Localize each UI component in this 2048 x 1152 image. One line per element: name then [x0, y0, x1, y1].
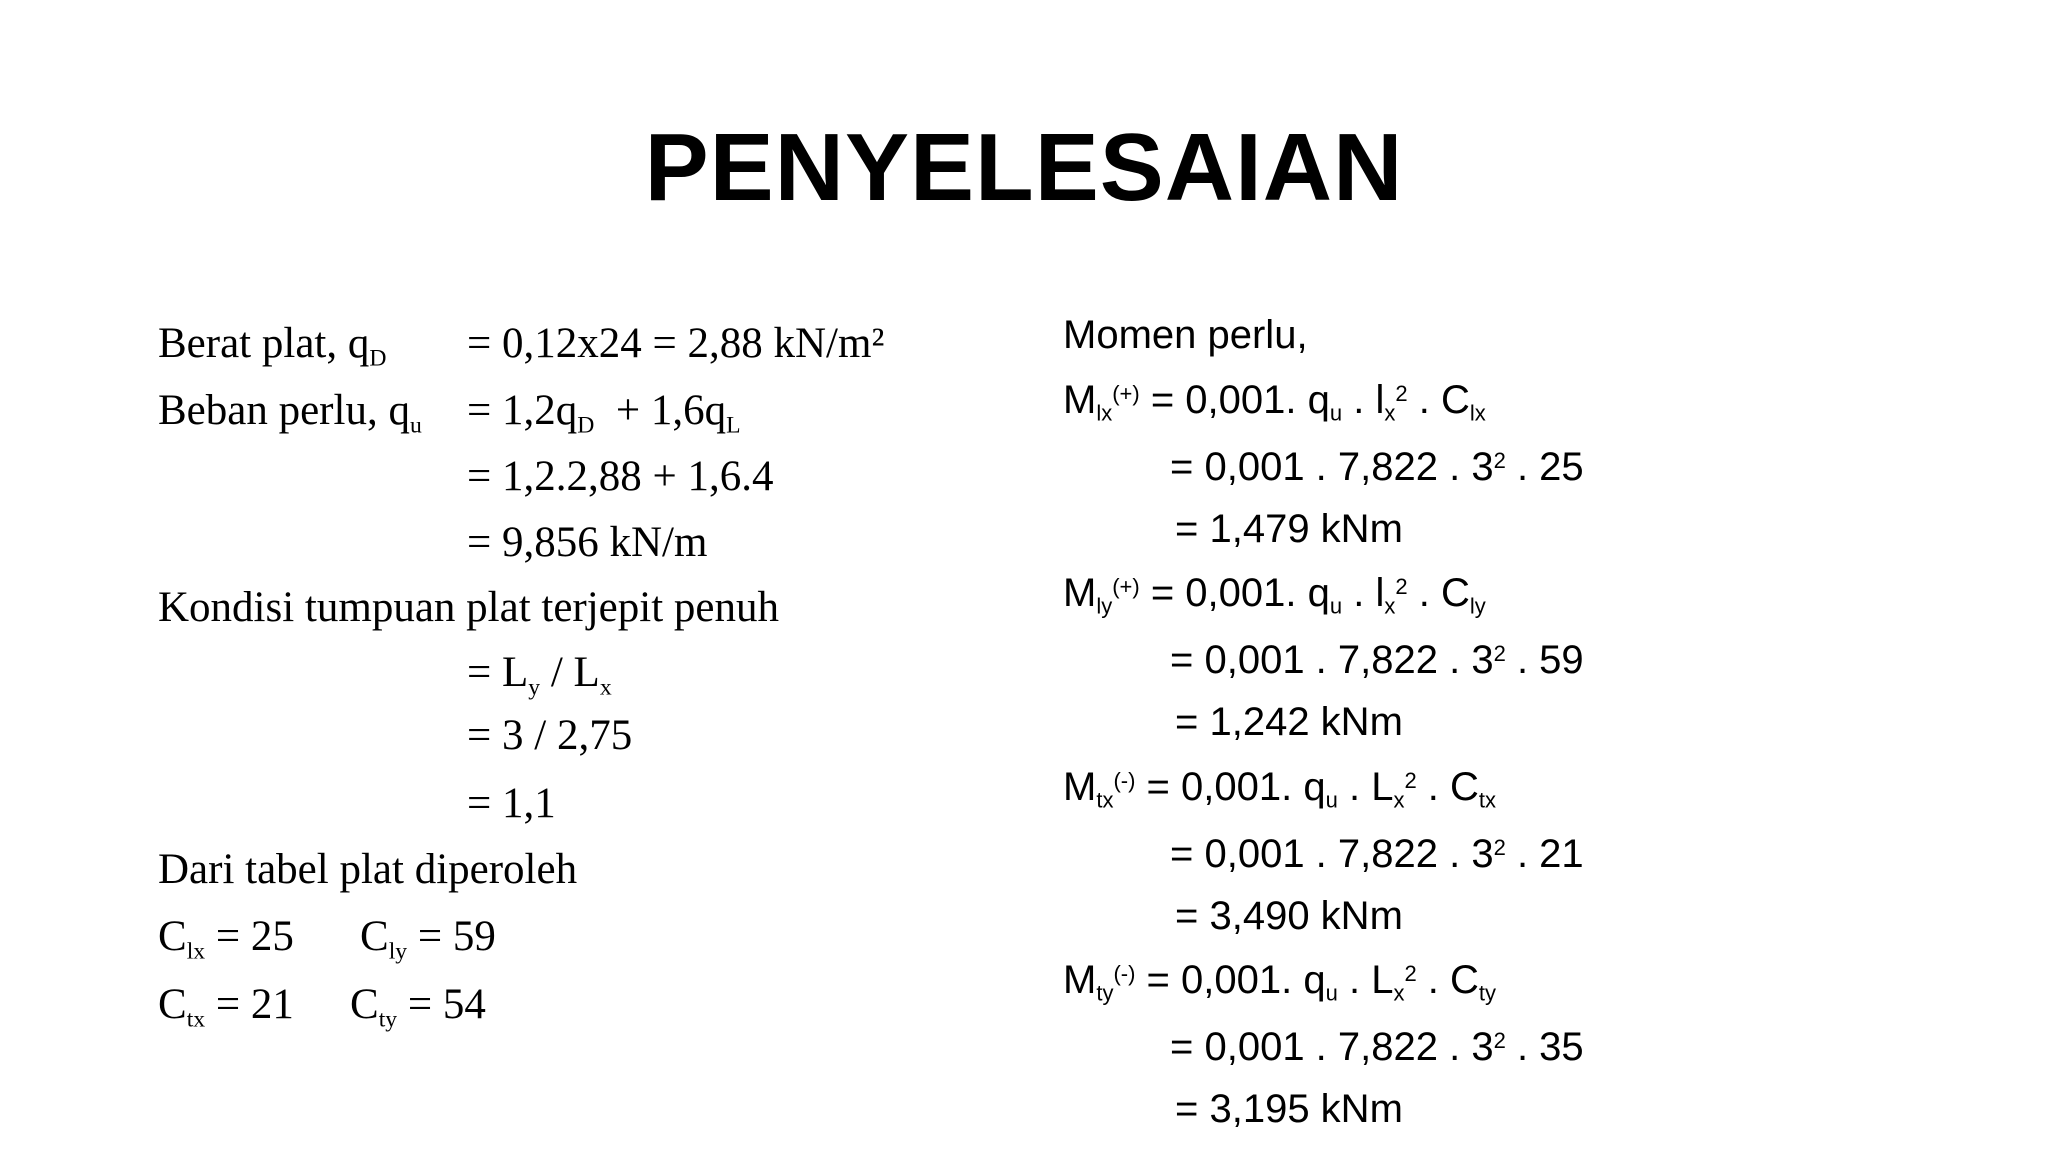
mly-step: = 0,001 . 7,822 . $3^2$ . 59	[1170, 638, 1584, 682]
coef-cty: $C_{ty} = 54$	[350, 981, 486, 1033]
berat-value: = 0,12x24 = 2,88 kN/m²	[467, 320, 885, 367]
ratio-equation: = $L_y / L_x$	[467, 649, 612, 701]
momen-heading: Momen perlu,	[1063, 313, 1308, 357]
tabel-text: Dari tabel plat diperoleh	[158, 846, 578, 893]
beban-equation: = $1,2q_D + 1,6q_L$	[467, 387, 741, 439]
mly-formula: $M_{ly}^{(+)} = 0,001$. $q_u$ . $l_x^2$ . $C_{ly}$	[1063, 571, 1486, 619]
mtx-result: = 3,490 kNm	[1175, 894, 1403, 938]
mty-step: = 0,001 . 7,822 . $3^2$ . 35	[1170, 1025, 1584, 1069]
mtx-step: = 0,001 . 7,822 . $3^2$ . 21	[1170, 832, 1584, 876]
mly-result: = 1,242 kNm	[1175, 700, 1403, 744]
mty-result: = 3,195 kNm	[1175, 1087, 1403, 1131]
kondisi-text: Kondisi tumpuan plat terjepit penuh	[158, 584, 780, 631]
mlx-formula: $M_{lx}^{(+)} = 0,001$. $q_u$ . $l_x^2$ . $C_{lx}$	[1063, 378, 1486, 426]
mty-formula: $M_{ty}^{(-)} = 0,001$. $q_u$ . $L_x^2$ . $C_{ty}$	[1063, 958, 1497, 1006]
coef-cly: $C_{ly} = 59$	[360, 913, 496, 965]
coef-clx: $C_{lx} = 25$	[158, 913, 294, 965]
beban-step: = 1,2.2,88 + 1,6.4	[467, 453, 774, 500]
mlx-step: = 0,001 . 7,822 . $3^2$ . 25	[1170, 445, 1584, 489]
berat-label: Berat plat, $q_D$	[158, 320, 387, 372]
beban-result: = 9,856 kN/m	[467, 519, 708, 566]
ratio-result: = 1,1	[467, 780, 556, 827]
mlx-result: = 1,479 kNm	[1175, 507, 1403, 551]
page-title: PENYELESAIAN	[644, 114, 1404, 221]
mtx-formula: $M_{tx}^{(-)} = 0,001$. $q_u$ . $L_x^2$ . $C_{tx}$	[1063, 765, 1497, 813]
beban-label: Beban perlu, $q_u$	[158, 387, 422, 439]
coef-ctx: $C_{tx} = 21$	[158, 981, 294, 1033]
ratio-step: = 3 / 2,75	[467, 712, 633, 759]
